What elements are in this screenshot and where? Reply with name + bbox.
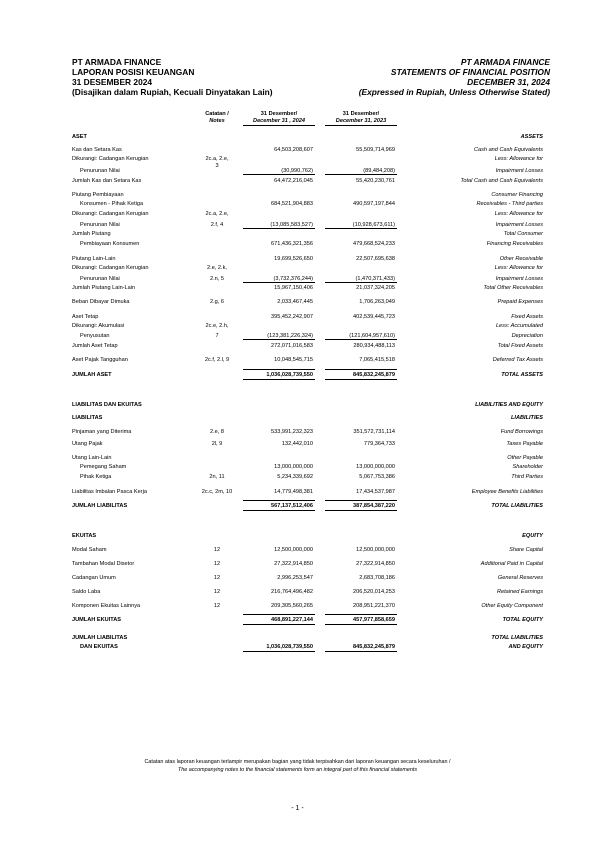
row-value-2023: 779,364,733 <box>363 441 395 447</box>
row-value-2024: 10,048,545,715 <box>274 357 313 363</box>
row-note: 2c.e, 2.h, <box>205 323 229 329</box>
total-rule-line <box>243 282 315 283</box>
footer-note <box>60 759 535 774</box>
row-label: Dikurangi: Akumulasi <box>72 323 125 329</box>
row-note: 2.e, 8 <box>210 429 224 435</box>
row-label: Aset Tetap <box>72 314 99 320</box>
row-note: 12 <box>213 561 221 567</box>
row-label: Penurunan Nilai <box>80 276 120 282</box>
row-label: Penurunan Nilai <box>80 222 120 228</box>
row-value-2023: 2,683,708,186 <box>359 575 395 581</box>
row-value-2024: 671,436,321,356 <box>271 241 313 247</box>
row-value-2023: 479,668,524,233 <box>353 241 395 247</box>
total-rule-line <box>325 339 397 340</box>
footer-note-id: Catatan atas laporan keuangan terlampir merupakan bagian yang tidak terpisahkan dari laporan keuangan secara keseluruhan / <box>144 759 451 765</box>
row-value-2024: 13,000,000,000 <box>274 464 313 470</box>
row-value-2024: 14,779,498,381 <box>274 489 313 495</box>
row-value-2024: 5,234,339,692 <box>277 474 313 480</box>
row-note: 12 <box>213 575 221 581</box>
row-label-en: Fund Borrowings <box>500 429 543 435</box>
row-label: Pihak Ketiga <box>80 474 112 480</box>
row-value-2024: (123,381,226,324) <box>267 333 313 339</box>
column-header-notes-line2: Notes <box>209 118 225 124</box>
row-label-en: Total Fixed Assets <box>497 343 543 349</box>
row-value-2023: 17,434,537,987 <box>356 489 395 495</box>
row-label: ASET <box>72 134 87 140</box>
row-note: 12 <box>213 603 221 609</box>
row-value-2024: 533,991,232,323 <box>271 429 313 435</box>
row-value-2023: 12,500,000,000 <box>356 547 395 553</box>
total-rule-line <box>325 651 397 652</box>
row-label: EKUITAS <box>72 533 97 539</box>
row-value-2023: 27,322,914,850 <box>356 561 395 567</box>
row-label: Liabilitas Imbalan Pasca Kerja <box>72 489 147 495</box>
row-label: Penurunan Nilai <box>80 168 120 174</box>
row-note: 2n, 11 <box>209 474 225 480</box>
row-value-2024: 216,764,496,482 <box>271 589 313 595</box>
row-note: 12 <box>213 589 221 595</box>
row-note: 2.e, 2.k, <box>207 265 227 271</box>
total-rule-line <box>325 174 397 175</box>
row-label: JUMLAH ASET <box>72 372 112 378</box>
row-label-en: ASSETS <box>520 134 543 140</box>
row-note: 2c.a, 2.e, <box>205 211 229 217</box>
row-label: Komponen Ekuitas Lainnya <box>72 603 141 609</box>
statement-currency-note-en: (Expressed in Rupiah, Unless Otherwise Stated) <box>358 87 550 97</box>
row-value-2023: 845,832,245,879 <box>353 644 395 650</box>
row-label-en: LIABILITIES AND EQUITY <box>475 402 543 408</box>
row-value-2023: 7,065,415,518 <box>359 357 395 363</box>
statement-date: 31 DESEMBER 2024 <box>72 77 153 87</box>
row-label-en: TOTAL EQUITY <box>502 617 543 623</box>
row-label-en: Impairment Losses <box>495 276 543 282</box>
row-label-en: Total Cash and Cash Equivalents <box>460 178 543 184</box>
row-label-en: Prepaid Expenses <box>497 299 543 305</box>
row-label: Jumlah Kas dan Setara Kas <box>72 178 142 184</box>
total-rule-line <box>243 500 315 501</box>
row-label: Saldo Laba <box>72 589 101 595</box>
row-value-2024: 1,036,028,739,550 <box>266 372 313 378</box>
row-value-2023: (10,928,673,611) <box>352 222 395 228</box>
row-value-2024: 684,521,904,883 <box>271 201 313 207</box>
row-value-2024: 15,967,150,406 <box>274 285 313 291</box>
row-note: 2c.f, 2.l, 9 <box>204 357 230 363</box>
row-label: Piutang Lain-Lain <box>72 256 116 262</box>
row-label: Konsumen - Pihak Ketiga <box>80 201 144 207</box>
row-label-en: Taxes Payable <box>506 441 543 447</box>
row-value-2023: (89,484,208) <box>363 168 395 174</box>
row-value-2023: 206,520,014,253 <box>353 589 395 595</box>
row-value-2023: 1,706,263,049 <box>359 299 395 305</box>
row-label: JUMLAH LIABILITAS <box>72 635 128 641</box>
row-note: 12 <box>213 547 221 553</box>
row-value-2024: 12,500,000,000 <box>274 547 313 553</box>
row-value-2024: (13,085,583,527) <box>270 222 313 228</box>
row-label-en: Total Consumer <box>503 231 543 237</box>
row-value-2024: 64,472,216,045 <box>274 178 313 184</box>
row-label-en: Other Equity Component <box>481 603 543 609</box>
row-note: 2c.c, 2m, 10 <box>201 489 233 495</box>
total-rule-line <box>243 174 315 175</box>
row-label: Kas dan Setara Kas <box>72 147 122 153</box>
row-value-2023: 490,597,197,844 <box>353 201 395 207</box>
company-name: PT ARMADA FINANCE <box>72 57 162 67</box>
total-rule-line <box>325 500 397 501</box>
row-note: 3 <box>215 163 219 169</box>
row-label-en: Less: Accumulated <box>495 323 543 329</box>
row-value-2024: 567,137,512,406 <box>271 503 313 509</box>
statement-title-en: STATEMENTS OF FINANCIAL POSITION <box>390 67 550 77</box>
total-rule-line <box>325 282 397 283</box>
column-header-2023-line1: 31 Desember/ <box>342 111 380 117</box>
footer-note-en: The accompanying notes to the financial statements form an integral part of this financial statements <box>177 766 418 773</box>
row-label-en: TOTAL LIABILITIES <box>491 635 543 641</box>
total-rule-line <box>243 379 315 380</box>
row-value-2023: 22,507,695,638 <box>356 256 395 262</box>
row-value-2024: 468,891,227,144 <box>271 617 313 623</box>
row-label: Pembiayaan Konsumen <box>80 241 140 247</box>
column-header-2024-line1: 31 Desember/ <box>260 111 298 117</box>
total-rule-line <box>243 624 315 625</box>
header-right <box>359 57 550 97</box>
row-label-en: Depreciation <box>511 333 543 339</box>
total-rule-line <box>243 228 315 229</box>
row-label-en: Less: Allowance for <box>494 156 543 162</box>
statement-currency-note: (Disajikan dalam Rupiah, Kecuali Dinyatakan Lain) <box>72 87 273 97</box>
row-value-2024: 1,036,028,739,550 <box>266 644 313 650</box>
row-value-2024: 64,503,208,607 <box>274 147 313 153</box>
row-label: Cadangan Umum <box>72 575 116 581</box>
row-label: Jumlah Piutang <box>72 231 111 237</box>
row-value-2023: 21,037,324,205 <box>356 285 395 291</box>
row-label-en: Shareholder <box>512 464 543 470</box>
row-label: Penyusutan <box>80 333 110 339</box>
row-label-en: Financing Receivables <box>486 241 543 247</box>
row-label-en: Other Payable <box>507 455 543 461</box>
row-value-2023: 845,832,245,879 <box>353 372 395 378</box>
row-value-2024: 19,699,526,650 <box>274 256 313 262</box>
total-rule-line <box>325 510 397 511</box>
column-header-2023-line2: December 31, 2023 <box>325 118 397 126</box>
row-value-2024: 2,996,253,547 <box>277 575 313 581</box>
row-label-en: Retained Earnings <box>496 589 543 595</box>
row-label-en: Consumer Financing <box>491 192 543 198</box>
row-label-en: General Reserves <box>497 575 543 581</box>
row-value-2024: 395,452,242,907 <box>271 314 313 320</box>
row-label: Utang Pajak <box>72 441 103 447</box>
column-header-2024 <box>243 111 315 126</box>
row-value-2023: 280,934,488,113 <box>353 343 395 349</box>
row-value-2023: 387,854,387,220 <box>353 503 395 509</box>
row-label-en: Other Receivable <box>499 256 543 262</box>
row-label-en: Less: Allowance for <box>494 265 543 271</box>
header-left <box>72 57 273 97</box>
row-value-2023: 55,509,714,969 <box>356 147 395 153</box>
column-header-2024-line2: December 31 , 2024 <box>243 118 315 126</box>
total-rule-line <box>325 379 397 380</box>
row-value-2024: 132,442,010 <box>281 441 313 447</box>
row-label: DAN EKUITAS <box>80 644 118 650</box>
row-note: 2.f, 4 <box>210 222 224 228</box>
total-rule-line <box>325 228 397 229</box>
row-label-en: EQUITY <box>522 533 543 539</box>
row-value-2023: 351,572,731,114 <box>353 429 395 435</box>
total-rule-line <box>325 624 397 625</box>
row-value-2024: 2,033,467,445 <box>277 299 313 305</box>
total-rule-line <box>325 369 397 370</box>
row-label-en: Fixed Assets <box>511 314 543 320</box>
row-label: Beban Dibayar Dimuka <box>72 299 130 305</box>
row-label: JUMLAH LIABILITAS <box>72 503 128 509</box>
row-label: Tambahan Modal Disetor <box>72 561 135 567</box>
row-label: Piutang Pembiayaan <box>72 192 124 198</box>
column-header-2023 <box>325 111 397 126</box>
row-note: 7 <box>215 333 219 339</box>
row-label: Pinjaman yang Diterima <box>72 429 132 435</box>
row-label-en: Impairment Losses <box>495 222 543 228</box>
page-number: - 1 - <box>291 805 304 812</box>
row-label-en: Cash and Cash Equivalents <box>473 147 543 153</box>
column-header-notes-line1: Catatan / <box>205 111 229 117</box>
row-note: 2.n, 5 <box>210 276 224 282</box>
row-label: Dikurangi: Cadangan Kerugian <box>72 265 149 271</box>
row-label-en: Employee Benefits Liabilities <box>471 489 543 495</box>
row-value-2024: 272,071,016,583 <box>271 343 313 349</box>
total-rule-line <box>243 369 315 370</box>
row-label-en: Additional Paid in Capital <box>480 561 543 567</box>
column-header-notes <box>196 111 238 125</box>
total-rule-line <box>243 651 315 652</box>
row-value-2024: 27,322,914,850 <box>274 561 313 567</box>
row-label-en: TOTAL ASSETS <box>501 372 543 378</box>
row-label: Modal Saham <box>72 547 107 553</box>
row-label: LIABILITAS <box>72 415 103 421</box>
total-rule-line <box>243 614 315 615</box>
row-label-en: Share Capital <box>509 547 543 553</box>
row-label: Dikurangi: Cadangan Kerugian <box>72 156 149 162</box>
row-label-en: Deferred Tax Assets <box>492 357 543 363</box>
row-label-en: LIABILITIES <box>510 415 543 421</box>
row-label-en: Less: Allowance for <box>494 211 543 217</box>
row-label: Dikurangi: Cadangan Kerugian <box>72 211 149 217</box>
row-note: 2l, 9 <box>211 441 223 447</box>
row-label-en: AND EQUITY <box>508 644 543 650</box>
row-label: JUMLAH EKUITAS <box>72 617 121 623</box>
total-rule-line <box>243 510 315 511</box>
row-value-2024: (30,990,762) <box>281 168 313 174</box>
row-note: 2.g, 6 <box>210 299 224 305</box>
row-label: LIABILITAS DAN EKUITAS <box>72 402 142 408</box>
row-label: Aset Pajak Tangguhan <box>72 357 128 363</box>
total-rule-line <box>325 614 397 615</box>
total-rule-line <box>243 339 315 340</box>
row-value-2023: 402,539,445,723 <box>353 314 395 320</box>
statement-title: LAPORAN POSISI KEUANGAN <box>72 67 195 77</box>
row-label-en: Total Other Receivables <box>483 285 543 291</box>
statement-date-en: DECEMBER 31, 2024 <box>467 77 550 87</box>
row-value-2023: 457,977,858,659 <box>353 617 395 623</box>
row-value-2023: 5,067,753,386 <box>359 474 395 480</box>
company-name-en: PT ARMADA FINANCE <box>460 57 550 67</box>
row-value-2023: 55,420,230,761 <box>356 178 395 184</box>
row-value-2024: 209,305,560,265 <box>271 603 313 609</box>
row-label: Jumlah Piutang Lain-Lain <box>72 285 136 291</box>
row-note: 2c.a, 2.e, <box>205 156 229 162</box>
row-label-en: Impairment Losses <box>495 168 543 174</box>
row-label-en: Receivables - Third parties <box>476 201 543 207</box>
row-value-2023: 208,951,221,370 <box>353 603 395 609</box>
row-value-2023: 13,000,000,000 <box>356 464 395 470</box>
row-label-en: Third Parties <box>511 474 543 480</box>
row-value-2024: (3,732,376,244) <box>273 276 313 282</box>
row-label: Pemegang Saham <box>80 464 127 470</box>
row-label: Jumlah Aset Tetap <box>72 343 118 349</box>
row-label-en: TOTAL LIABILITIES <box>491 503 543 509</box>
row-value-2023: (1,470,371,433) <box>355 276 395 282</box>
row-label: Utang Lain-Lain <box>72 455 112 461</box>
row-value-2023: (121,604,957,610) <box>349 333 395 339</box>
